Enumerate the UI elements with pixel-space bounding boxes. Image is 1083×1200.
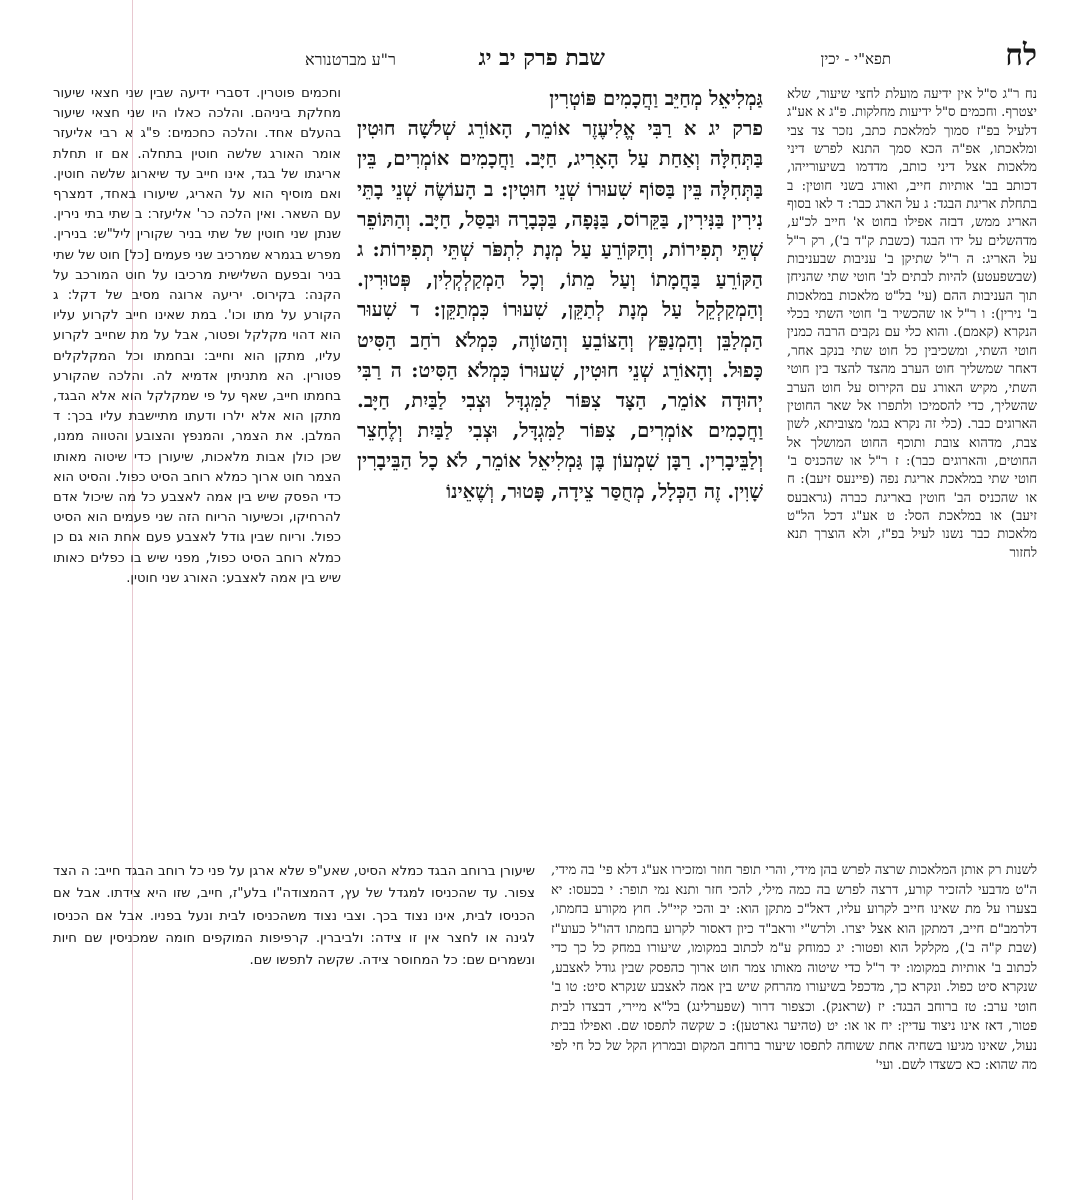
bartenura-commentary-bottom [53, 848, 535, 1038]
mishnah-column [357, 84, 763, 784]
mishnah-text: פרק יג א רַבִּי אֱלִיעֶזֶר אוֹמֵר, הָאוֹרֵג שְׁלֹשָׁה חוּטִין בַּתְּחִלָּה וְאַחַת עַל הָאָרִיג, חַיָּב. וַחֲכָמִים אוֹמְרִים, בֵּין בַּתְּחִלָּה בֵּין בַּסּוֹף שִׁעוּרוֹ שְׁנֵי חוּטִין: ב הָעוֹשֶׂה שְׁנֵי בָתֵּי נִירִין בַּנִּירִין, בַּקֵּרוֹס, בַּנָּפָה, בַּכְּבָרָה וּבַסַּל, חַיָּב. וְהַתּוֹפֵר שְׁתֵּי תְפִירוֹת, וְהַקּוֹרֵעַ עַל מְנָת לִתְפֹּר שְׁתֵּי תְפִירוֹת: ג הַקּוֹרֵעַ בַּחֲמָתוֹ וְעַל מֵתוֹ, וְכָל הַמְקַלְקְלִין, פְּטוּרִין. וְהַמְקַלְקֵל עַל מְנָת לְתַקֵּן, שִׁעוּרוֹ כִּמְתַקֵּן: ד שִׁעוּר הַמְלַבֵּן וְהַמְנַפֵּץ וְהַצּוֹבֵעַ וְהַטּוֹוֶה, כִּמְלֹא רֹחַב הַסִּיט כָּפוּל. וְהָאוֹרֵג שְׁנֵי חוּטִין, שִׁעוּרוֹ כִּמְלֹא הַסִּיט: ה רַבִּי יְהוּדָה אוֹמֵר, הַצָּד צִפּוֹר לַמִּגְדָּל וּצְבִי לַבַּיִת, חַיָּב. וַחֲכָמִים אוֹמְרִים, צִפּוֹר לַמִּגְדָּל, וּצְבִי לַבַּיִת וְלֶחָצֵר וְלַבֵּיבָרִין. רַבָּן שִׁמְעוֹן בֶּן גַּמְלִיאֵל אוֹמֵר, לֹא כָל הַבֵּיבָרִין שָׁוִין. זֶה הַכְּלָל, מְחֻסַּר צֵידָה, פָּטוּר, וְשֶׁאֵינוֹ [357, 117, 763, 503]
mishnah-intro: גַּמְלִיאֵל מְחַיֵּב וַחֲכָמִים פּוֹטְרִין [549, 87, 763, 110]
yachin-bottom-text: לשנות רק אותן המלאכות שרצה לפרש בהן מידי, והרי תופר חוזר ומזכירו אע"ג דלא פי' בה מידי, ה"ט מדבעי להזכיר קורע, דרצה לפרש בה כמה מילי, להכי חזר ותנא נמי תופר: י בכעסו: יא בצערו על מת שאינו חייב לקרוע עליו, דאל"כ מתקן הוא: יב והכי קיי"ל. חוץ מקורע בחמתו, דלרמב"ם חייב, דמתקן הוא אצל יצרו. ולרש"י וראב"ד כיון דאסור לקרוע בחמתו דהו"ל כעוע"ז (שבת ק"ה ב'), מקלקל הוא ופטור: יג כמוחק ע"מ לכתוב במקומו, שיעורו במחק כל כך כדי לכתוב ב' אותיות במקומו: יד ר"ל כדי שיטוה מאותו צמר חוט ארוך כהפסק שבין גודל לאצבע, שנקרא סיט כפול. ונקרא כך, מדכפל בשיעורו מהרחק שיש בין אמה לאצבע שנקרא סיט: טו ב' חוטי ערב: טז ברוחב הבגד: יז (שראנק). וכצפור דרור (שפערלינג) בל"א מיירי, דבצדו לבית פטור, דאז אינו ניצוד עדיין: יח או או: יט (טהיער גארטען): כ שקשה לתפסו שם. ואפילו בבית נעול, שאינו מגיעו בשחיה אחת ששוחה לתפסו שיעור ברוחב המקום ובמרוץ הקל של כל חי לפי מה שהוא: כא כשצדו לשם. ועי' [551, 863, 1037, 1074]
tractate-title: שבת פרק יב יג [478, 45, 605, 71]
bartenura-commentary-column [53, 84, 341, 844]
bartenura-text: וחכמים פוטרין. דסברי ידיעה שבין שני חצאי שיעור מחלקת ביניהם. והלכה כאלו היו שני חצאי שיעור בהעלם אחד. והלכה כחכמים: פ"ג א רבי אליעזר אומר האורג שלשה חוטין בתחלה. אם זו תחלת אריגתו של בגד, אינו חייב עד שיארוג שלשה חוטין. ואם מוסיף הוא על האריג, שיעורו באחד, דמצרף עם השאר. ואין הלכה כר' אליעזר: ב שתי בתי נירין. שנתן שני חוטין של שתי בניר שקורין ליל"ש: בנירין. מפרש בגמרא שמרכיב שני פעמים [כל] חוט של שתי בניר ובפעם השלישית מרכיבו על חוט המורכב על הקנה: בקירוס. יריעה ארוגה מסיב של דקל: ג הקורע על מתו וכו'. במת שאינו חייב לקרוע עליו הוא דהוי מקלקל ופטור, אבל על מת שחייב לקרוע עליו, מתקן הוא וחייב: ובחמתו וכל המקלקלים פטורין. הא מתניתין אדמיא לה. והלכה שהקורע בחמתו חייב, שאף על פי שמקלקל הוא אלא הבגד, מתקן הוא אלא ילרו ודעתו מתיישבת עליו בכך: ד המלבן. את הצמר, והמנפץ והצובע והטווה ממנו, שכן כולן אבות מלאכות, שיעורן כדי שיטוה מאותו הצמר חוט ארוך כמלא רוחב הסיט כפול. והסיט הוא כדי הפסק שיש בין אמה לאצבע כל מה שיכול אדם להרחיקו, וכשיעור הריוח הזה שני פעמים הוא הסיט כפול. וריוח שבין גודל לאצבע פעם אחת הוא גם כן כמלא רוחב הסיט כפול, מפני שיש בו כפלים כאותו שיש בין אמה לאצבע: האורג שני חוטין. [53, 86, 341, 586]
yachin-commentary-bottom-right [551, 848, 1037, 1074]
commentary-title-yachin: תפא"י - יכין [820, 50, 891, 68]
bartenura-continued-text: שיעורן ברוחב הבגד כמלא הסיט, שאע"פ שלא ארגן על פני כל רוחב הבגד חייב: ה הצד צפור. עד שהכניסו למגדל של עץ, דהמצודה"ו בלע"ז, חייב, שזו היא צידתו. אבל אם הכניסו לבית, אינו נצוד בכך. וצבי נצוד משהכניסו לבית ונעל בפניו. אבל אם הכניסו לגינה או לחצר אין זו צידה: ולביברין. קרפיפות המוקפים חומה שמכניסין שם חיות ונשמרים שם: כל המחוסר צידה. שקשה לתפשו שם. [53, 864, 535, 969]
yachin-text: נח ר"ג ס"ל אין ידיעה מועלת לחצי שיעור, שלא יצטרף. וחכמים ס"ל ידיעות מחלקות. פ"ג א אע"ג דלעיל בפ"ז סמוך למלאכת כתב, נזכר צד צבי ומלאכתו, אפ"ה הכא סמך התנא לפרש דיני מלאכות אצל דיני כותב, מדדמו בשיעורייהו, דכותב בב' אותיות חייב, ואורג בשני חוטין: ב בתחלת אריגת הבגד: ג על הארג כבר: ד לאו בסוף האריג ממש, דבזה אפילו בחוט א' חייב לכ"ע, מדהשלים על ידו הבגד (כשבת ק"ד ב'), רק ר"ל על האריג: ה ר"ל שתיקן ב' עניבות שבעניבות (שבשפעטע) להיות לבתים לב' חוטי שתי שהניחן תוך העניבות ההם (עי' בל"ט מלאכות במלאכות ב' נירין): ו ר"ל או שהכשיר ב' חוטי השתי בכלי הנקרא (קאמם). והוא כלי עם נקבים הרבה כמנין חוטי השתי, ומשכיבין כל חוט שתי בנקב אחר, דאחר שמשליך חוט הערב מהצד להצד בין חוטי השתי, מקיש האורג עם הקירוס על חוט הערב שהשליך, כדי להסמיכו ולתפרו אל שאר החוטין הארוגים כבר. (כלי זה נקרא בגמ' מצוביתא, לשון צבת, מדהוא צובת ותוכף החוט המושלך אל החוטים, והארוגים כבר): ז ר"ל או שהכניס ב' חוטי שתי במלאכת אריגת נפה (פיינעס זיעב): ח או שהכניס הב' חוטין באריגת כברה (גראבעס זיעב) או במלאכת הסל: ט אע"ג דכל הל"ט מלאכות כבר נשנו לעיל בפ"ז, ולא הוצרך תנא לחזור [787, 87, 1037, 561]
yachin-commentary-column [787, 86, 1037, 846]
page-number: לח [1005, 38, 1037, 73]
commentary-title-bartenura: ר"ע מברטנורא [305, 50, 396, 69]
